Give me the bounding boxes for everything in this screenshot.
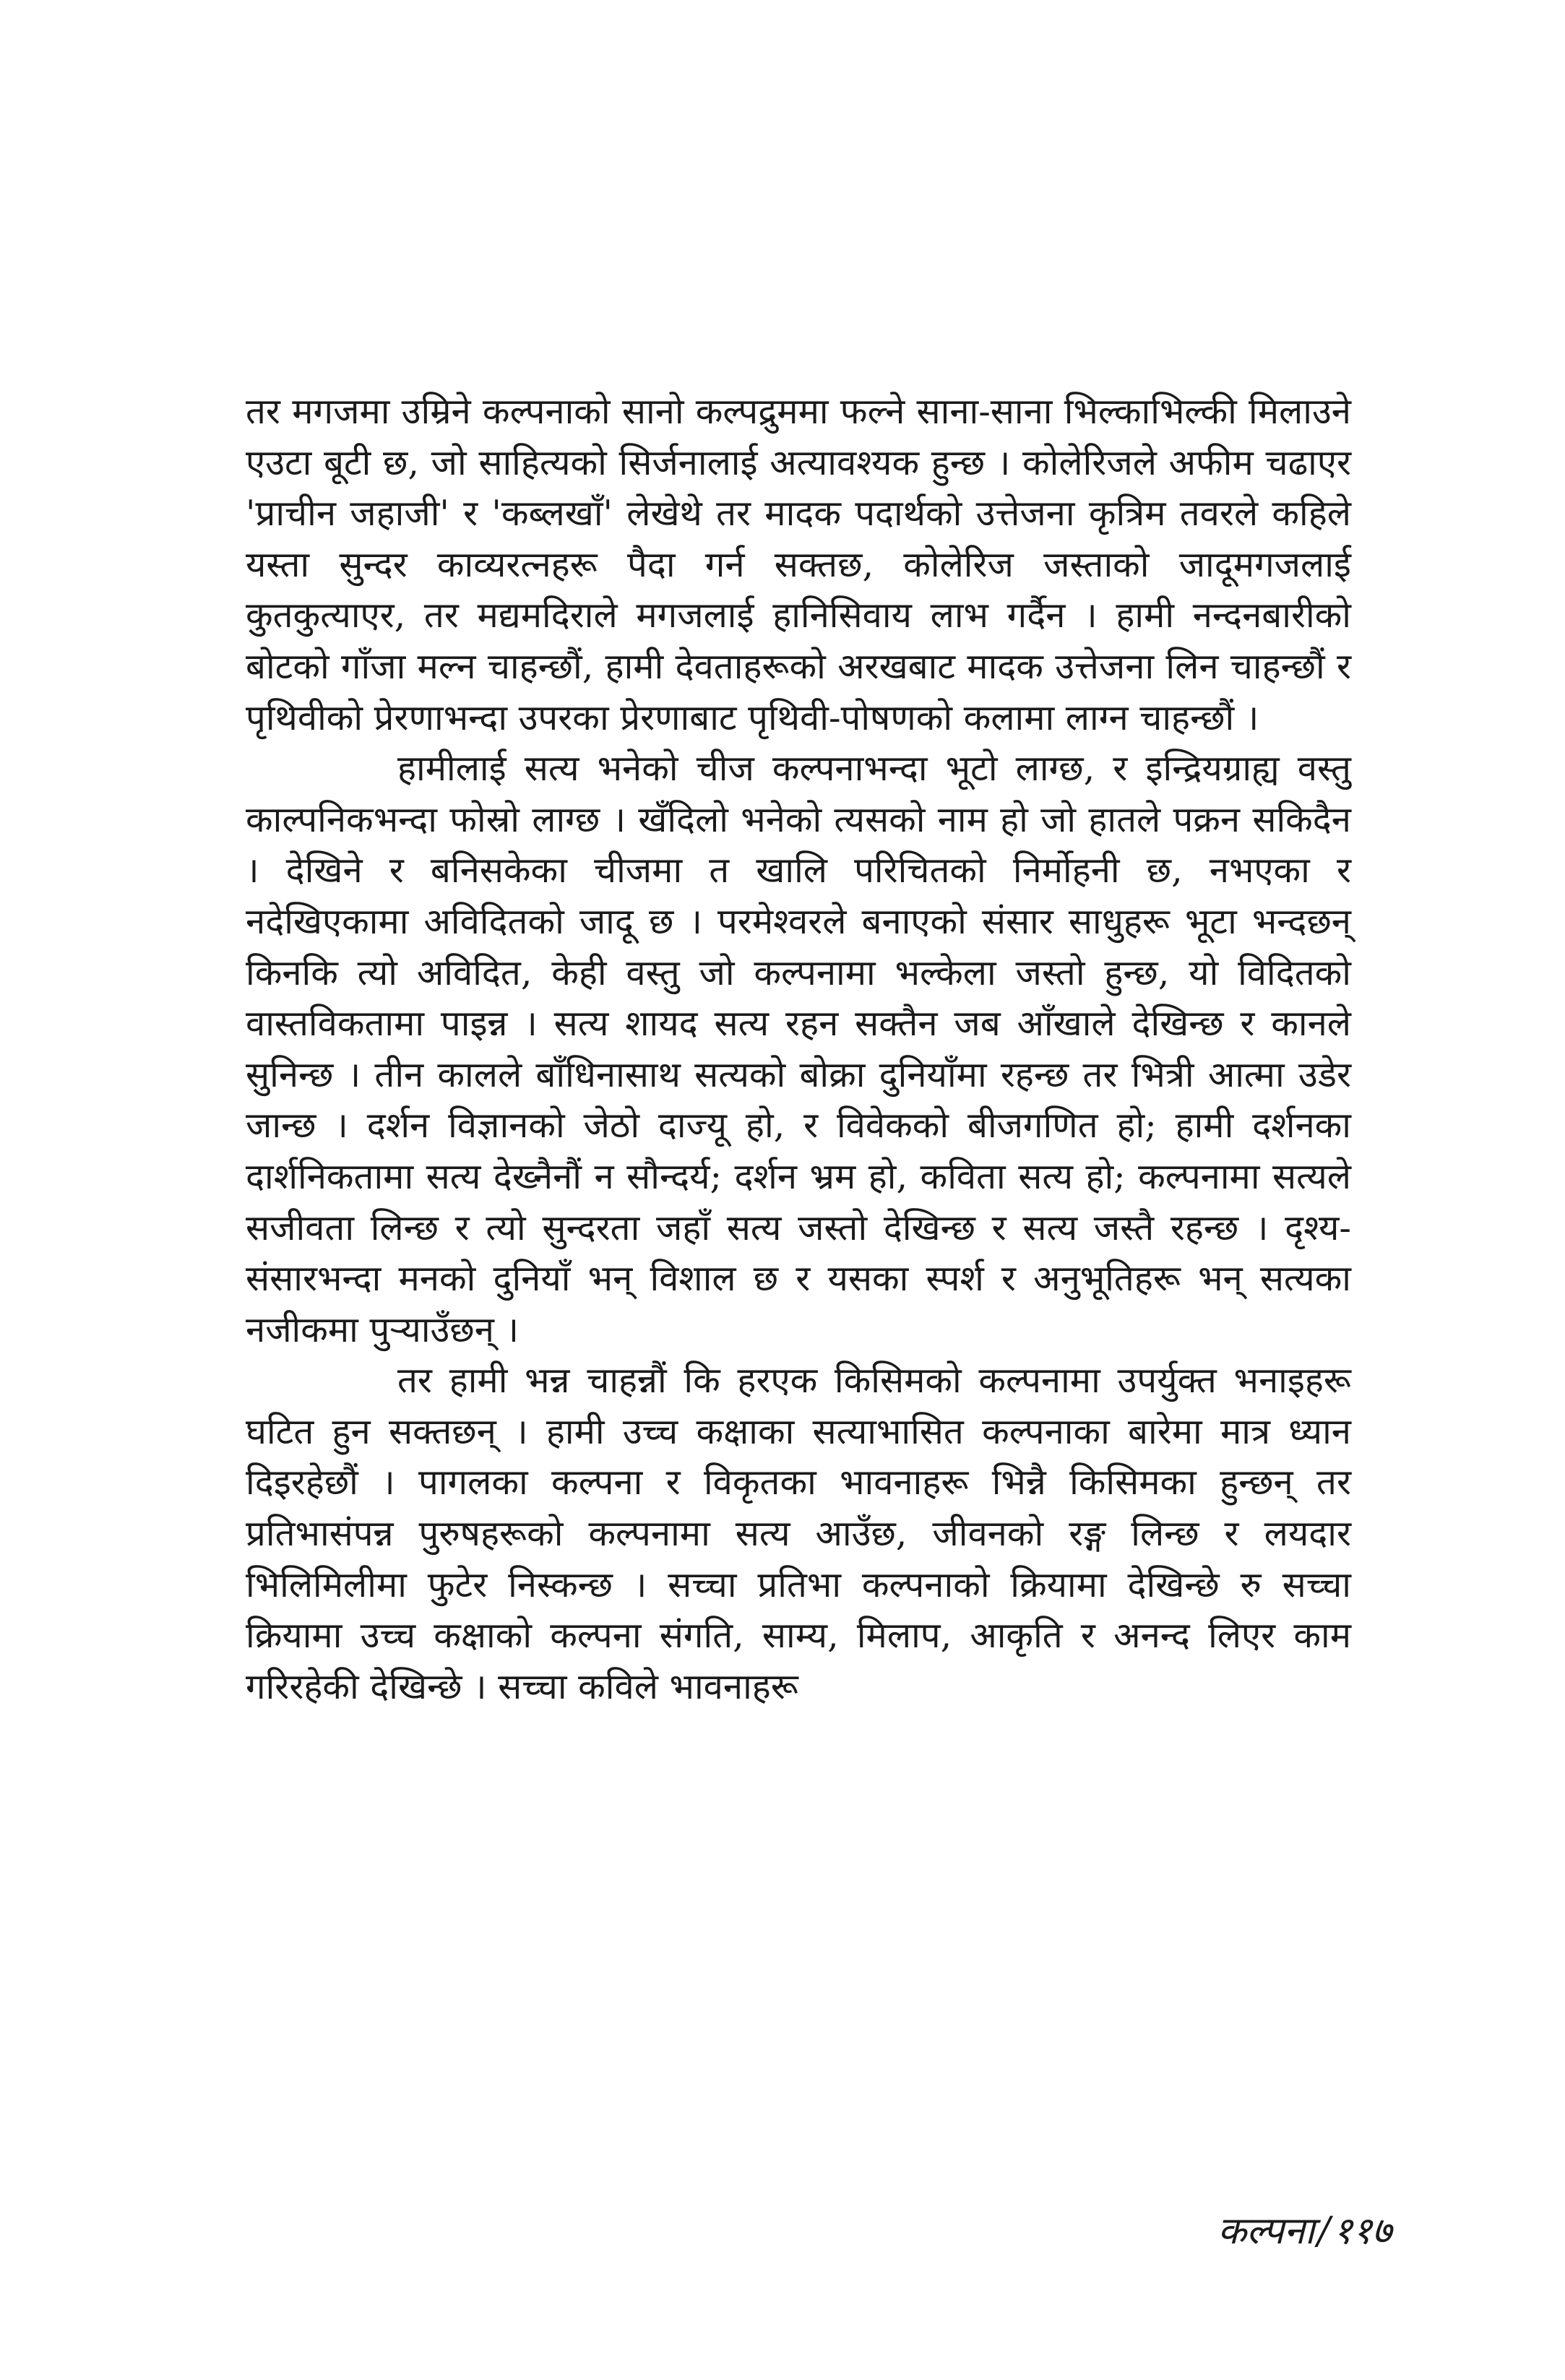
footer-separator: / xyxy=(1317,2209,1330,2253)
paragraph-2: हामीलाई सत्य भनेको चीज कल्पनाभन्दा भूटो लाग्छ, र इन्द्रियग्राह्य वस्तु काल्पनिकभन्दा फोस्रो लाग्छ । खँदिलो भनेको त्यसको नाम हो जो हातले पक्रन सकिदैन । देखिने र बनिसकेका चीजमा त खालि परिचितको निर्मोहनी छ, नभएका र नदेखिएकामा अविदितको जादू छ । परमेश्वरले बनाएको संसार साधुहरू भूटा भन्दछन् किनकि त्यो अविदित, केही वस्तु जो कल्पनामा भल्केला जस्तो हुन्छ, यो विदितको वास्तविकतामा पाइन्न । सत्य शायद सत्य रहन सक्तैन जब आँखाले देखिन्छ र कानले सुनिन्छ । तीन कालले बाँधिनासाथ सत्यको बोक्रा दुनियाँमा रहन्छ तर भित्री आत्मा उडेर जान्छ । दर्शन विज्ञानको जेठो दाज्यू हो, र विवेकको बीजगणित हो; हामी दर्शनका दार्शनिकतामा सत्य देख्नैनौं न सौन्दर्य; दर्शन भ्रम हो, कविता सत्य हो; कल्पनामा सत्यले सजीवता लिन्छ र त्यो सुन्दरता जहाँ सत्य जस्तो देखिन्छ र सत्य जस्तै रहन्छ । दृश्य-संसारभन्दा मनको दुनियाँ भन् विशाल छ र यसका स्पर्श र अनुभूतिहरू भन् सत्यका नजीकमा पुऱ्याउँछन् । xyxy=(246,748,1351,1350)
paragraph-1: तर मगजमा उम्रिने कल्पनाको सानो कल्पद्रुममा फल्ने साना-साना भिल्काभिल्की मिलाउने एउटा बूटी छ, जो साहित्यको सिर्जनालाई अत्यावश्यक हुन्छ । कोलेरिजले अफीम चढाएर 'प्राचीन जहाजी' र 'कब्लखाँ' लेखेथे तर मादक पदार्थको उत्तेजना कृत्रिम तवरले कहिले यस्ता सुन्दर काव्यरत्नहरू पैदा गर्न सक्तछ, कोलेरिज जस्ताको जादूमगजलाई कुतकुत्याएर, तर मद्यमदिराले मगजलाई हानिसिवाय लाभ गर्दैन । हामी नन्दनबारीको बोटको गाँजा मल्न चाहन्छौं, हामी देवताहरूको अरखबाट मादक उत्तेजना लिन चाहन्छौं र पृथिवीको प्रेरणाभन्दा उपरका प्रेरणाबाट पृथिवी-पोषणको कलामा लाग्न चाहन्छौं । xyxy=(246,391,1351,738)
page-footer xyxy=(1217,2204,1392,2255)
body-text xyxy=(246,387,1351,1712)
paragraph-3: तर हामी भन्न चाहन्नौं कि हरएक किसिमको कल्पनामा उपर्युक्त भनाइहरू घटित हुन सक्तछन् । हामी उच्च कक्षाका सत्याभासित कल्पनाका बारेमा मात्र ध्यान दिइरहेछौं । पागलका कल्पना र विकृतका भावनाहरू भिन्नै किसिमका हुन्छन् तर प्रतिभासंपन्न पुरुषहरूको कल्पनामा सत्य आउँछ, जीवनको रङ्ग लिन्छ र लयदार भिलिमिलीमा फुटेर निस्कन्छ । सच्चा प्रतिभा कल्पनाको क्रियामा देखिन्छे रु सच्चा क्रियामा उच्च कक्षाको कल्पना संगति, साम्य, मिलाप, आकृति र अनन्द लिएर काम गरिरहेकी देखिन्छे । सच्चा कविले भावनाहरू xyxy=(246,1360,1351,1707)
page-number: ११७ xyxy=(1332,2209,1392,2253)
running-title: कल्पना xyxy=(1217,2209,1315,2253)
